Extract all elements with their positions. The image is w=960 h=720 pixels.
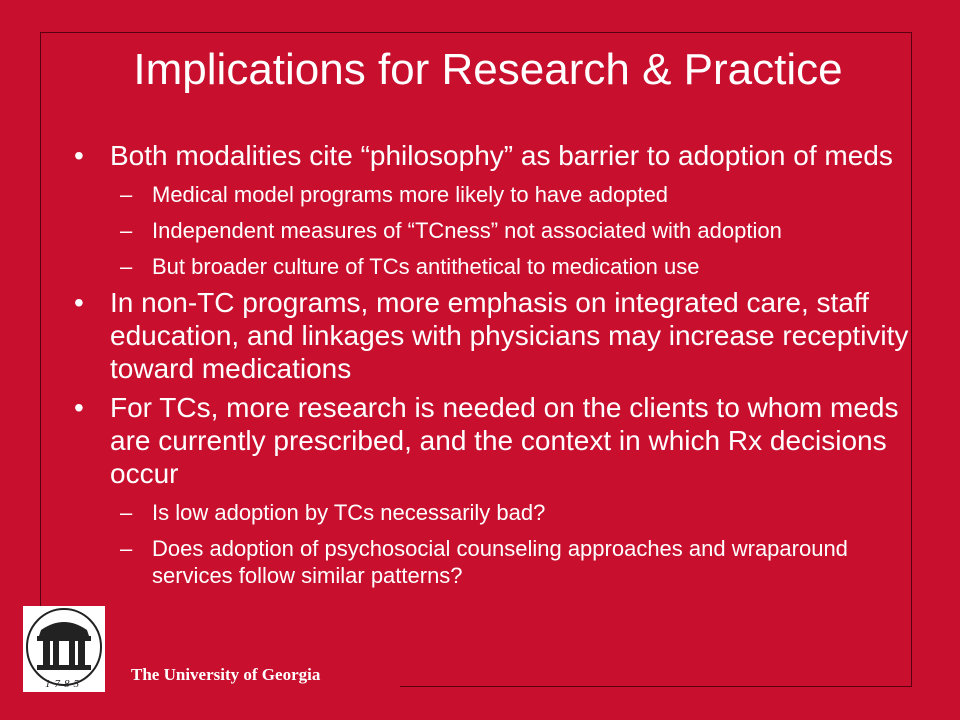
sub-bullet-text: Medical model programs more likely to have adopted (152, 182, 669, 207)
footer-institution: The University of Georgia (131, 665, 321, 684)
sub-bullet-item (74, 253, 924, 280)
bullet-item (74, 286, 924, 385)
sub-bullet-item (74, 217, 924, 244)
slide-title: Implications for Research & Practice (133, 45, 843, 94)
sub-bullet-mark: – (120, 536, 133, 561)
sub-bullet-text: But broader culture of TCs antithetical to medication use (152, 254, 700, 279)
sub-bullet-item (74, 181, 924, 208)
logo-year: 1785 (45, 678, 83, 690)
bullet-mark: • (74, 287, 84, 318)
bullet-mark: • (74, 140, 84, 171)
sub-bullet-item (74, 499, 924, 526)
sub-bullet-text: Does adoption of psychosocial counseling approaches and wraparound services follow similar patterns? (152, 536, 848, 588)
sub-bullet-mark: – (120, 500, 133, 525)
sub-bullet-item (74, 535, 924, 589)
sub-bullet-mark: – (120, 218, 133, 243)
bullet-item (74, 391, 924, 490)
uga-arch-logo (23, 606, 105, 692)
arch-icon (23, 606, 105, 692)
sub-bullet-text: Independent measures of “TCness” not associated with adoption (152, 218, 782, 243)
sub-bullet-mark: – (120, 254, 133, 279)
bullet-text: For TCs, more research is needed on the clients to whom meds are currently prescribed, and the context in which Rx decisions occur (110, 392, 899, 489)
slide-content (74, 133, 924, 589)
sub-bullet-mark: – (120, 182, 133, 207)
bullet-text: Both modalities cite “philosophy” as barrier to adoption of meds (110, 140, 893, 171)
sub-bullet-text: Is low adoption by TCs necessarily bad? (152, 500, 546, 525)
bullet-item (74, 139, 924, 172)
bullet-mark: • (74, 392, 84, 423)
bullet-text: In non-TC programs, more emphasis on integrated care, staff education, and linkages with physicians may increase receptivity toward medications (110, 287, 909, 384)
